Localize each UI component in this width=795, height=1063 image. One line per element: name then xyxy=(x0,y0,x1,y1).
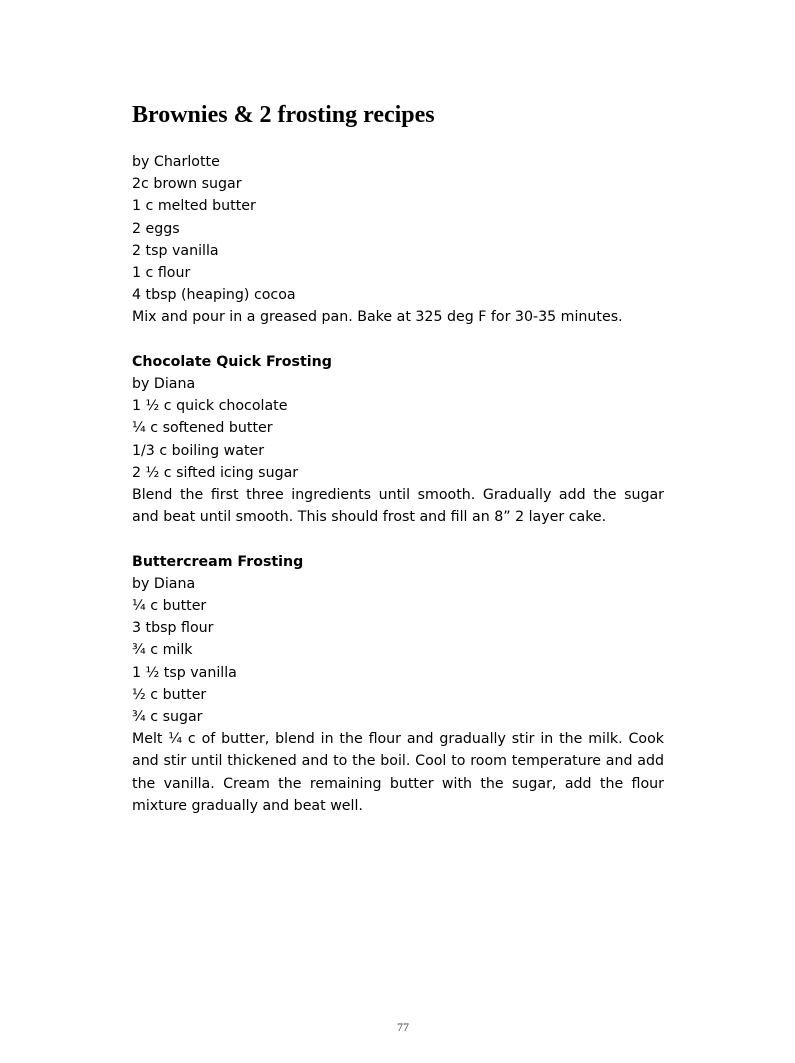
page-number: 77 xyxy=(397,1020,409,1034)
ingredient-line: ¼ c butter xyxy=(132,598,207,615)
recipe-buttercream-frosting xyxy=(132,551,664,817)
recipe-author: by Diana xyxy=(132,575,196,592)
ingredient-line: ¾ c milk xyxy=(132,642,193,659)
ingredient-line: 2 eggs xyxy=(132,220,180,237)
ingredient-line: 1 c melted butter xyxy=(132,198,256,215)
recipe-brownies xyxy=(132,151,664,329)
recipe-instructions: Blend the first three ingredients until smooth. Gradually add the sugar and beat until smooth. This should frost and fill an 8” 2 layer cake. xyxy=(132,487,664,526)
recipe-title: Chocolate Quick Frosting xyxy=(132,353,332,370)
ingredient-line: ½ c butter xyxy=(132,686,207,703)
ingredient-line: 1 c flour xyxy=(132,265,191,282)
page-title: Brownies & 2 frosting recipes xyxy=(132,102,435,128)
recipe-instructions: Mix and pour in a greased pan. Bake at 325 deg F for 30-35 minutes. xyxy=(132,309,623,326)
recipe-author: by Diana xyxy=(132,376,196,393)
ingredient-line: ¾ c sugar xyxy=(132,709,203,726)
recipe-instructions: Melt ¼ c of butter, blend in the flour and gradually stir in the milk. Cook and stir until thickened and to the boil. Cool to room temperature and add the vanilla. Cream the remaining butter with the sugar, add the flour mixture gradually and beat well. xyxy=(132,731,664,814)
recipe-content xyxy=(132,151,664,817)
ingredient-line: 2c brown sugar xyxy=(132,176,242,193)
ingredient-line: 2 ½ c sifted icing sugar xyxy=(132,464,299,481)
ingredient-line: 1 ½ tsp vanilla xyxy=(132,664,237,681)
recipe-author: by Charlotte xyxy=(132,154,220,170)
recipe-chocolate-quick-frosting xyxy=(132,351,664,529)
ingredient-line: 3 tbsp flour xyxy=(132,620,214,637)
recipe-title: Buttercream Frosting xyxy=(132,553,304,570)
ingredient-line: 2 tsp vanilla xyxy=(132,242,219,259)
ingredient-line: 1 ½ c quick chocolate xyxy=(132,398,288,415)
ingredient-line: 4 tbsp (heaping) cocoa xyxy=(132,287,296,304)
ingredient-line: 1/3 c boiling water xyxy=(132,442,265,459)
ingredient-line: ¼ c softened butter xyxy=(132,420,273,437)
